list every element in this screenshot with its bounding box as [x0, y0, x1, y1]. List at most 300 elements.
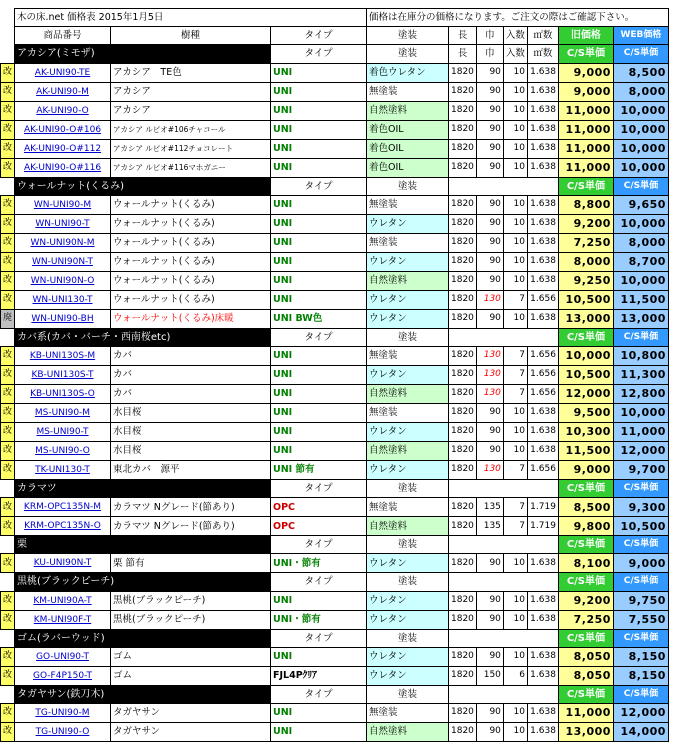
- web-price-value: 12,000: [613, 441, 668, 460]
- product-code-link[interactable]: GO-F4P150-T: [33, 670, 92, 681]
- category-label: アカシア(ミモザ): [15, 45, 271, 63]
- old-price-value: 7,250: [558, 610, 613, 629]
- old-price-value: 8,500: [558, 498, 613, 517]
- category-row: [1, 573, 669, 591]
- product-row: [1, 120, 669, 139]
- revision-mark: 改: [1, 365, 15, 384]
- subheader-old-price: C/S単価: [558, 177, 613, 195]
- subheader-blank: [449, 177, 559, 195]
- revision-mark: 改: [1, 139, 15, 158]
- product-code-link[interactable]: KRM-OPC135N-O: [24, 521, 101, 532]
- product-code-link[interactable]: KU-UNI90N-T: [33, 558, 92, 569]
- category-row: [1, 685, 669, 703]
- old-price-value: 11,000: [558, 158, 613, 177]
- species-name: タガヤサン: [111, 722, 271, 741]
- width-value: 90: [476, 647, 503, 666]
- web-price-value: 10,500: [613, 517, 668, 536]
- subheader-old-price: C/S単価: [558, 328, 613, 346]
- species-name: カラマツ Nグレード(節あり): [111, 517, 271, 536]
- old-price-value: 10,500: [558, 365, 613, 384]
- species-name: アカシア TE色: [111, 63, 271, 82]
- product-type: OPC: [271, 498, 367, 517]
- subheader-web-price: C/S単価: [613, 573, 668, 591]
- product-code-link[interactable]: TG-UNI90-O: [35, 726, 90, 737]
- qty-value: 10: [503, 647, 527, 666]
- qty-value: 10: [503, 214, 527, 233]
- subheader-blank: [449, 479, 559, 497]
- area-value: 1.638: [527, 722, 558, 741]
- length-value: 1820: [449, 120, 477, 139]
- length-value: 1820: [449, 441, 477, 460]
- sheet-title: 木の床.net 価格表 2015年1月5日: [15, 9, 367, 27]
- product-code-link[interactable]: WN-UNI90-M: [33, 199, 92, 210]
- width-value: 90: [476, 610, 503, 629]
- header-width: 巾: [476, 27, 503, 45]
- width-value: 90: [476, 703, 503, 722]
- subheader-web-price: C/S単価: [613, 536, 668, 554]
- finish-type: ウレタン: [367, 214, 449, 233]
- qty-value: 7: [503, 460, 527, 479]
- species-name: カバ: [111, 384, 271, 403]
- width-value: 90: [476, 82, 503, 101]
- qty-value: 7: [503, 365, 527, 384]
- revision-mark: 改: [1, 252, 15, 271]
- product-code-cell: [15, 158, 111, 177]
- product-code-cell: [15, 309, 111, 328]
- product-row: [1, 82, 669, 101]
- web-price-value: 9,000: [613, 554, 668, 573]
- web-price-value: 8,150: [613, 666, 668, 685]
- row-spacer: [1, 685, 15, 703]
- product-code-cell: [15, 365, 111, 384]
- product-code-cell: [15, 441, 111, 460]
- subheader-web-price: C/S単価: [613, 328, 668, 346]
- length-value: 1820: [449, 517, 477, 536]
- species-name: アカシア ルビオ#116マホガニー: [111, 158, 271, 177]
- revision-mark: 改: [1, 422, 15, 441]
- area-value: 1.638: [527, 120, 558, 139]
- finish-type: 自然塗料: [367, 722, 449, 741]
- width-value: 90: [476, 120, 503, 139]
- revision-mark: 改: [1, 647, 15, 666]
- category-label: タガヤサン(鉄刀木): [15, 685, 271, 703]
- web-price-value: 8,000: [613, 82, 668, 101]
- species-name: 栗 節有: [111, 554, 271, 573]
- product-code-link[interactable]: KB-UNI130S-M: [29, 350, 96, 361]
- qty-value: 10: [503, 422, 527, 441]
- subheader-blank: [449, 629, 559, 647]
- product-code-link[interactable]: WN-UNI130-T: [32, 294, 93, 305]
- product-row: [1, 63, 669, 82]
- product-code-link[interactable]: KRM-OPC135N-M: [23, 502, 102, 513]
- revision-mark: 改: [1, 703, 15, 722]
- revision-mark: 改: [1, 498, 15, 517]
- finish-type: 無塗装: [367, 233, 449, 252]
- header-web-price: WEB価格: [613, 27, 668, 45]
- species-name: アカシア: [111, 82, 271, 101]
- product-code-cell: [15, 722, 111, 741]
- finish-type: 自然塗料: [367, 271, 449, 290]
- category-label: ウォールナット(くるみ): [15, 177, 271, 195]
- product-code-link[interactable]: MS-UNI90-O: [35, 445, 90, 456]
- web-price-value: 14,000: [613, 722, 668, 741]
- finish-type: 着色ウレタン: [367, 63, 449, 82]
- revision-mark: 改: [1, 517, 15, 536]
- qty-value: 10: [503, 309, 527, 328]
- finish-type: ウレタン: [367, 647, 449, 666]
- old-price-value: 7,250: [558, 233, 613, 252]
- finish-type: 無塗装: [367, 346, 449, 365]
- qty-value: 10: [503, 441, 527, 460]
- area-value: 1.638: [527, 101, 558, 120]
- area-value: 1.656: [527, 365, 558, 384]
- subheader-type: タイプ: [271, 629, 367, 647]
- product-row: [1, 441, 669, 460]
- area-value: 1.638: [527, 214, 558, 233]
- subheader-web-price: C/S単価: [613, 629, 668, 647]
- finish-type: 自然塗料: [367, 517, 449, 536]
- price-table: [0, 8, 669, 742]
- length-value: 1820: [449, 591, 477, 610]
- product-code-cell: [15, 591, 111, 610]
- qty-value: 10: [503, 82, 527, 101]
- width-value: 90: [476, 441, 503, 460]
- finish-type: 自然塗料: [367, 441, 449, 460]
- category-row: [1, 177, 669, 195]
- category-row: [1, 328, 669, 346]
- old-price-value: 11,000: [558, 120, 613, 139]
- qty-value: 10: [503, 63, 527, 82]
- area-value: 1.638: [527, 158, 558, 177]
- width-value: 90: [476, 214, 503, 233]
- species-name: カバ: [111, 346, 271, 365]
- subheader-type: タイプ: [271, 573, 367, 591]
- qty-value: 10: [503, 610, 527, 629]
- product-code-cell: [15, 384, 111, 403]
- product-code-link[interactable]: WN-UNI90N-T: [32, 256, 93, 267]
- product-type: UNI・節有: [271, 610, 367, 629]
- area-value: 1.638: [527, 554, 558, 573]
- old-price-value: 8,100: [558, 554, 613, 573]
- revision-mark: 改: [1, 290, 15, 309]
- category-label: カバ系(カバ・バーチ・西南桜etc): [15, 328, 271, 346]
- product-type: UNI 節有: [271, 460, 367, 479]
- species-name: アカシア ルビオ#112チョコレート: [111, 139, 271, 158]
- finish-type: 無塗装: [367, 703, 449, 722]
- subheader-qty: 入数: [503, 45, 527, 63]
- finish-type: ウレタン: [367, 666, 449, 685]
- product-row: [1, 384, 669, 403]
- web-price-value: 12,000: [613, 703, 668, 722]
- species-name: ウォールナット(くるみ): [111, 195, 271, 214]
- subheader-type: タイプ: [271, 685, 367, 703]
- header-finish: 塗装: [367, 27, 449, 45]
- product-code-cell: [15, 63, 111, 82]
- length-value: 1820: [449, 384, 477, 403]
- finish-type: ウレタン: [367, 591, 449, 610]
- qty-value: 10: [503, 271, 527, 290]
- subheader-old-price: C/S単価: [558, 685, 613, 703]
- species-name: ウォールナット(くるみ): [111, 290, 271, 309]
- row-spacer: [1, 177, 15, 195]
- area-value: 1.638: [527, 422, 558, 441]
- species-name: カバ: [111, 365, 271, 384]
- qty-value: 6: [503, 666, 527, 685]
- web-price-value: 12,800: [613, 384, 668, 403]
- web-price-value: 8,700: [613, 252, 668, 271]
- product-code-link[interactable]: AK-UNI90-O#112: [23, 143, 102, 154]
- old-price-value: 13,000: [558, 309, 613, 328]
- product-row: [1, 309, 669, 328]
- product-code-link[interactable]: AK-UNI90-M: [36, 86, 89, 97]
- product-code-link[interactable]: KB-UNI130S-T: [31, 369, 94, 380]
- product-row: [1, 252, 669, 271]
- revision-mark: 改: [1, 82, 15, 101]
- area-value: 1.638: [527, 703, 558, 722]
- subheader-type: タイプ: [271, 45, 367, 63]
- web-price-value: 13,000: [613, 309, 668, 328]
- product-code-link[interactable]: TK-UNI130-T: [35, 464, 90, 475]
- product-row: [1, 195, 669, 214]
- header-qty: 入数: [503, 27, 527, 45]
- product-code-link[interactable]: AK-UNI90-O#116: [23, 162, 102, 173]
- revision-mark: 改: [1, 666, 15, 685]
- length-value: 1820: [449, 63, 477, 82]
- length-value: 1820: [449, 403, 477, 422]
- area-value: 1.656: [527, 384, 558, 403]
- product-row: [1, 610, 669, 629]
- revision-mark: 改: [1, 346, 15, 365]
- product-code-cell: [15, 120, 111, 139]
- length-value: 1820: [449, 498, 477, 517]
- product-row: [1, 271, 669, 290]
- product-type: UNI: [271, 403, 367, 422]
- product-code-link[interactable]: KB-UNI130S-O: [30, 388, 95, 399]
- width-value: 130: [476, 460, 503, 479]
- width-value: 90: [476, 63, 503, 82]
- length-value: 1820: [449, 271, 477, 290]
- revision-mark: 改: [1, 158, 15, 177]
- product-row: [1, 139, 669, 158]
- product-row: [1, 554, 669, 573]
- old-price-value: 9,000: [558, 460, 613, 479]
- species-name: ウォールナット(くるみ): [111, 252, 271, 271]
- area-value: 1.638: [527, 666, 558, 685]
- length-value: 1820: [449, 158, 477, 177]
- revision-mark: 改: [1, 554, 15, 573]
- product-code-cell: [15, 82, 111, 101]
- area-value: 1.638: [527, 139, 558, 158]
- length-value: 1820: [449, 554, 477, 573]
- subheader-old-price: C/S単価: [558, 479, 613, 497]
- web-price-value: 7,550: [613, 610, 668, 629]
- old-price-value: 11,500: [558, 441, 613, 460]
- web-price-value: 10,000: [613, 214, 668, 233]
- product-code-link[interactable]: AK-UNI90-TE: [34, 67, 91, 78]
- product-code-link[interactable]: MS-UNI90-T: [36, 426, 89, 437]
- product-code-link[interactable]: WN-UNI90N-M: [30, 237, 95, 248]
- header-area: ㎡数: [527, 27, 558, 45]
- width-value: 130: [476, 384, 503, 403]
- old-price-value: 9,200: [558, 591, 613, 610]
- revision-mark: 改: [1, 195, 15, 214]
- product-code-cell: [15, 517, 111, 536]
- web-price-value: 11,000: [613, 422, 668, 441]
- revision-mark: 改: [1, 403, 15, 422]
- web-price-value: 9,700: [613, 460, 668, 479]
- revision-mark: 改: [1, 233, 15, 252]
- web-price-value: 9,650: [613, 195, 668, 214]
- area-value: 1.638: [527, 233, 558, 252]
- old-price-value: 9,200: [558, 214, 613, 233]
- finish-type: 無塗装: [367, 195, 449, 214]
- product-row: [1, 591, 669, 610]
- product-code-link[interactable]: GO-UNI90-T: [36, 651, 89, 662]
- subheader-finish: 塗装: [367, 479, 449, 497]
- species-name: ウォールナット(くるみ): [111, 233, 271, 252]
- header-species: 樹種: [111, 27, 271, 45]
- subheader-type: タイプ: [271, 328, 367, 346]
- row-spacer: [1, 479, 15, 497]
- product-code-link[interactable]: AK-UNI90-O: [36, 105, 89, 116]
- product-code-cell: [15, 422, 111, 441]
- product-type: UNI: [271, 63, 367, 82]
- header-type: タイプ: [271, 27, 367, 45]
- old-price-value: 8,000: [558, 252, 613, 271]
- product-code-cell: [15, 610, 111, 629]
- width-value: 90: [476, 139, 503, 158]
- length-value: 1820: [449, 460, 477, 479]
- product-code-cell: [15, 460, 111, 479]
- area-value: 1.719: [527, 517, 558, 536]
- species-name: 水目桜: [111, 403, 271, 422]
- product-code-cell: [15, 271, 111, 290]
- qty-value: 10: [503, 139, 527, 158]
- old-price-value: 13,000: [558, 722, 613, 741]
- species-name: 東北カバ 源平: [111, 460, 271, 479]
- old-price-value: 9,800: [558, 517, 613, 536]
- area-value: 1.638: [527, 309, 558, 328]
- product-code-link[interactable]: MS-UNI90-M: [34, 407, 91, 418]
- product-type: UNI: [271, 722, 367, 741]
- product-type: FJL4Pｸﾘｱ: [271, 666, 367, 685]
- revision-mark: 改: [1, 441, 15, 460]
- qty-value: 10: [503, 195, 527, 214]
- product-code-cell: [15, 233, 111, 252]
- old-price-value: 9,500: [558, 403, 613, 422]
- product-type: UNI・節有: [271, 554, 367, 573]
- product-code-link[interactable]: WN-UNI90-BH: [31, 313, 94, 324]
- width-value: 90: [476, 309, 503, 328]
- product-type: UNI: [271, 139, 367, 158]
- qty-value: 7: [503, 346, 527, 365]
- width-value: 90: [476, 252, 503, 271]
- area-value: 1.638: [527, 647, 558, 666]
- length-value: 1820: [449, 214, 477, 233]
- product-code-cell: [15, 647, 111, 666]
- area-value: 1.656: [527, 290, 558, 309]
- sheet-note: 価格は在庫分の価格になります。ご注文の際はご確認下さい。: [367, 9, 669, 27]
- web-price-value: 9,300: [613, 498, 668, 517]
- subheader-finish: 塗装: [367, 536, 449, 554]
- product-code-cell: [15, 195, 111, 214]
- product-code-link[interactable]: WN-UNI90-T: [35, 218, 90, 229]
- category-label: 栗: [15, 536, 271, 554]
- area-value: 1.719: [527, 498, 558, 517]
- column-header-row: [1, 27, 669, 45]
- revision-mark: 改: [1, 460, 15, 479]
- row-spacer: [1, 629, 15, 647]
- length-value: 1820: [449, 233, 477, 252]
- finish-type: ウレタン: [367, 610, 449, 629]
- length-value: 1820: [449, 422, 477, 441]
- category-row: [1, 536, 669, 554]
- revision-mark: 廃: [1, 309, 15, 328]
- finish-type: ウレタン: [367, 365, 449, 384]
- old-price-value: 8,800: [558, 195, 613, 214]
- subheader-old-price: C/S単価: [558, 629, 613, 647]
- subheader-web-price: C/S単価: [613, 685, 668, 703]
- web-price-value: 8,000: [613, 233, 668, 252]
- old-price-value: 11,000: [558, 703, 613, 722]
- old-price-value: 10,000: [558, 346, 613, 365]
- subheader-web-price: C/S単価: [613, 45, 668, 63]
- product-code-link[interactable]: AK-UNI90-O#106: [23, 124, 102, 135]
- species-name: 黒桃(ブラックピーチ): [111, 610, 271, 629]
- qty-value: 10: [503, 703, 527, 722]
- length-value: 1820: [449, 139, 477, 158]
- area-value: 1.638: [527, 403, 558, 422]
- width-value: 135: [476, 517, 503, 536]
- area-value: 1.638: [527, 195, 558, 214]
- qty-value: 7: [503, 517, 527, 536]
- subheader-type: タイプ: [271, 177, 367, 195]
- product-type: UNI: [271, 647, 367, 666]
- width-value: 90: [476, 271, 503, 290]
- subheader-area: ㎡数: [527, 45, 558, 63]
- product-code-link[interactable]: WN-UNI90N-O: [30, 275, 95, 286]
- subheader-finish: 塗装: [367, 629, 449, 647]
- qty-value: 10: [503, 158, 527, 177]
- product-code-link[interactable]: KM-UNI90A-T: [33, 595, 92, 606]
- product-code-cell: [15, 554, 111, 573]
- product-code-cell: [15, 252, 111, 271]
- qty-value: 10: [503, 403, 527, 422]
- row-spacer: [1, 45, 15, 63]
- product-code-link[interactable]: KM-UNI90F-T: [33, 614, 92, 625]
- subheader-finish: 塗装: [367, 685, 449, 703]
- qty-value: 7: [503, 498, 527, 517]
- product-row: [1, 346, 669, 365]
- width-value: 90: [476, 422, 503, 441]
- subheader-finish: 塗装: [367, 573, 449, 591]
- product-code-link[interactable]: TG-UNI90-M: [35, 707, 90, 718]
- area-value: 1.638: [527, 610, 558, 629]
- width-value: 90: [476, 403, 503, 422]
- revision-mark: 改: [1, 63, 15, 82]
- title-row: [1, 9, 669, 27]
- revision-mark: 改: [1, 101, 15, 120]
- web-price-value: 11,500: [613, 290, 668, 309]
- length-value: 1820: [449, 290, 477, 309]
- subheader-blank: [449, 573, 559, 591]
- width-value: 90: [476, 158, 503, 177]
- web-price-value: 10,000: [613, 101, 668, 120]
- product-code-cell: [15, 214, 111, 233]
- finish-type: 無塗装: [367, 498, 449, 517]
- web-price-value: 8,150: [613, 647, 668, 666]
- product-type: UNI: [271, 120, 367, 139]
